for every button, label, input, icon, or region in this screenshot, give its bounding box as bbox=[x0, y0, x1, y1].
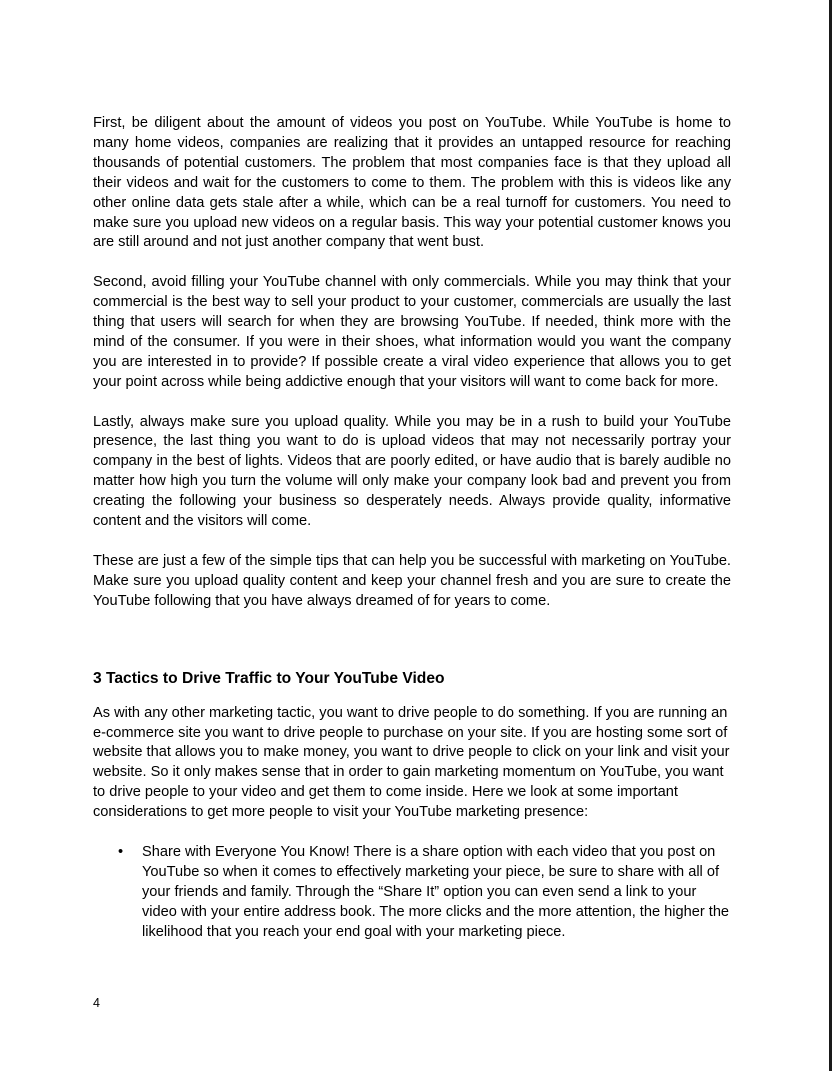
paragraph-commercials: Second, avoid filling your YouTube channel with only commercials. While you may think that your commercial is the best way to sell your product to your customer, commercials are usually the last thing that users will search for when they are browsing YouTube. If needed, think more with the mind of the consumer. If you were in their shoes, what information would you want the company you are interested in to provide? If possible create a viral video experience that allows you to get your point across while being addictive enough that your visitors will want to come back for more. bbox=[93, 274, 731, 390]
paragraph-frequency: First, be diligent about the amount of videos you post on YouTube. While YouTube is home to many home videos, companies are realizing that it provides an untapped resource for reaching thousands of potential customers. The problem that most companies face is that they upload all their videos and wait for the customers to come to them. The problem with this is videos like any other online data gets stale after a while, which can be a real turnoff for customers. You need to make sure you upload new videos on a regular basis. This way your potential customer knows you are still around and not just another company that went bust. bbox=[93, 115, 731, 251]
section-heading: 3 Tactics to Drive Traffic to Your YouTube Video bbox=[93, 669, 445, 687]
paragraph-summary: These are just a few of the simple tips that can help you be successful with marketing on YouTube. Make sure you upload quality content and keep your channel fresh and you are sure to create the YouTube following that you have always dreamed of for years to come. bbox=[93, 552, 731, 609]
page-content bbox=[93, 114, 731, 942]
bullet-icon: • bbox=[118, 843, 124, 860]
list-item-text: Share with Everyone You Know! There is a share option with each video that you post on YouTube so when it comes to effectively marketing your piece, be sure to share with all of your friends and family. Through the “Share It” option you can even send a link to your video with your entire address book. The more clicks and the more attention, the higher the likelihood that you reach your end goal with your marketing piece. bbox=[142, 843, 730, 940]
list-item bbox=[93, 843, 731, 943]
paragraph-quality: Lastly, always make sure you upload quality. While you may be in a rush to build your YouTube presence, the last thing you want to do is upload videos that may not necessarily portray your company in the best of lights. Videos that are poorly edited, or have audio that is barely audible no matter how high you turn the volume will only make your company look bad and prevent you from creating the following your business so desperately needs. Always provide quality, informative content and the visitors will come. bbox=[93, 413, 731, 530]
tactics-list bbox=[93, 843, 731, 943]
page-number: 4 bbox=[93, 996, 100, 1010]
section-intro: As with any other marketing tactic, you want to drive people to do something. If you are running an e-commerce site you want to drive people to purchase on your site. If you are hosting some sort of website that allows you to make money, you want to drive people to click on your link and visit your website. So it only makes sense that in order to gain marketing momentum on YouTube, you want to drive people to your video and get them to come inside. Here we look at some important considerations to get more people to visit your YouTube marketing presence: bbox=[93, 704, 730, 821]
